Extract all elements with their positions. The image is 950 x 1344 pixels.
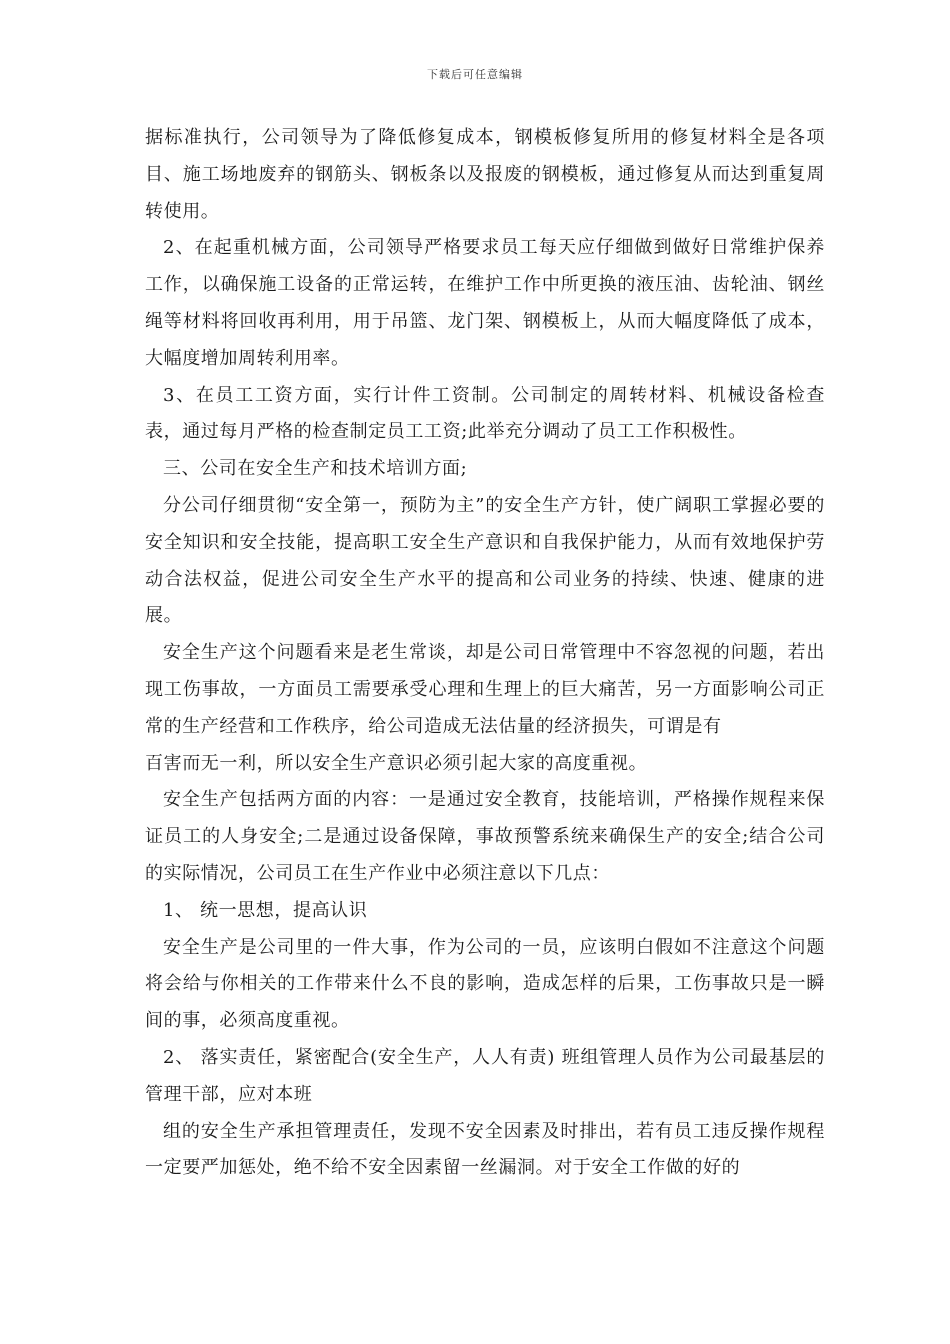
paragraph: 据标准执行，公司领导为了降低修复成本，钢模板修复所用的修复材料全是各项目、施工场地废弃的钢筋头、钢板条以及报废的钢模板，通过修复从而达到重复周转使用。 xyxy=(145,127,825,222)
paragraph: 3、在员工工资方面，实行计件工资制。公司制定的周转材料、机械设备检查表，通过每月严格的检查制定员工工资;此举充分调动了员工工作积极性。 xyxy=(145,384,825,443)
paragraph: 安全生产这个问题看来是老生常谈，却是公司日常管理中不容忽视的问题，若出现工伤事故，一方面员工需要承受心理和生理上的巨大痛苦，另一方面影响公司正常的生产经营和工作秩序，给公司造成无法估量的经济损失，可谓是有 xyxy=(145,642,825,737)
paragraph: 2、在起重机械方面，公司领导严格要求员工每天应仔细做到做好日常维护保养工作，以确保施工设备的正常运转，在维护工作中所更换的液压油、齿轮油、钢丝绳等材料将回收再利用，用于吊篮、龙门架、钢模板上，从而大幅度降低了成本，大幅度增加周转利用率。 xyxy=(145,237,825,369)
paragraph: 百害而无一利，所以安全生产意识必须引起大家的高度重视。 xyxy=(145,752,648,774)
paragraph: 分公司仔细贯彻“安全第一，预防为主”的安全生产方针，使广阔职工掌握必要的安全知识和安全技能，提高职工安全生产意识和自我保护能力，从而有效地保护劳动合法权益，促进公司安全生产水平的提高和公司业务的持续、快速、健康的进展。 xyxy=(145,494,825,627)
page-header: 下载后可任意编辑 xyxy=(427,68,523,81)
document-body xyxy=(145,120,825,1187)
paragraph: 安全生产是公司里的一件大事，作为公司的一员，应该明白假如不注意这个问题将会给与你相关的工作带来什么不良的影响，造成怎样的后果，工伤事故只是一瞬间的事，必须高度重视。 xyxy=(145,936,825,1032)
paragraph: 安全生产包括两方面的内容：一是通过安全教育，技能培训，严格操作规程来保证员工的人身安全;二是通过设备保障，事故预警系统来确保生产的安全;结合公司的实际情况，公司员工在生产作业中必须注意以下几点： xyxy=(145,789,825,884)
paragraph: 组的安全生产承担管理责任，发现不安全因素及时排出，若有员工违反操作规程一定要严加惩处，绝不给不安全因素留一丝漏洞。对于安全工作做的好的 xyxy=(145,1120,825,1179)
list-item-heading: 2、 落实责任，紧密配合(安全生产，人人有责) 班组管理人员作为公司最基层的管理干部，应对本班 xyxy=(145,1046,825,1105)
list-item-heading: 1、 统一思想，提高认识 xyxy=(163,899,368,921)
section-heading: 三、公司在安全生产和技术培训方面; xyxy=(163,458,468,480)
